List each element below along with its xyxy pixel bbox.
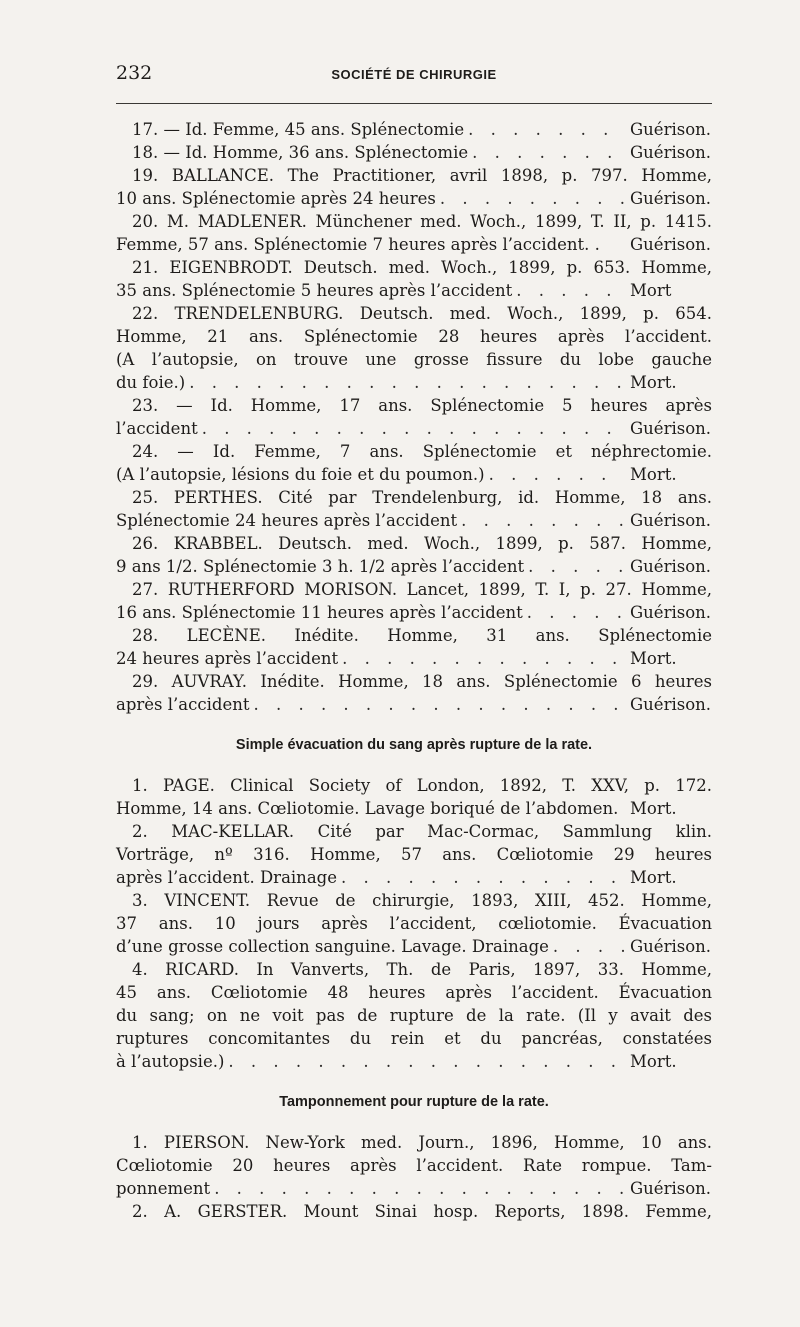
line-text: 23. — Id. Homme, 17 ans. Splénectomie 5 heures après: [132, 396, 712, 415]
line-text: 18. — Id. Homme, 36 ans. Splénectomie: [132, 143, 469, 162]
leader-dots: [528, 555, 624, 578]
running-title: SOCIÉTÉ DE CHIRURGIE: [331, 67, 497, 82]
line-text: 37 ans. 10 jours après l’accident, cœliotomie. Évacuation: [116, 914, 712, 933]
line-text: Cœliotomie 20 heures après l’accident. Rate rompue. Tam-: [116, 1156, 712, 1175]
outcome-label: Mort.: [630, 373, 677, 392]
text-line: [116, 1027, 712, 1050]
text-line: [116, 279, 712, 302]
outcome-label: Guérison.: [630, 189, 712, 208]
line-text: 2. A. GERSTER. Mount Sinai hosp. Reports, 1898. Femme,: [132, 1202, 712, 1221]
text-line: [116, 348, 712, 371]
line-text: Homme, 21 ans. Splénectomie 28 heures après l’accident.: [116, 327, 712, 346]
line-text: 28. LECÈNE. Inédite. Homme, 31 ans. Splénectomie: [132, 626, 712, 645]
text-line: [116, 555, 712, 578]
line-text: Femme, 57 ans. Splénectomie 7 heures après l’accident. .: [116, 235, 600, 254]
text-line: [116, 371, 712, 394]
leader-dots: [472, 141, 624, 164]
text-line: [116, 486, 712, 509]
line-text: 17. — Id. Femme, 45 ans. Splénectomie: [132, 120, 465, 139]
leader-dots: [527, 601, 624, 624]
outcome-label: Guérison.: [630, 1179, 712, 1198]
case-list-evacuation: [116, 774, 712, 1073]
line-text: 19. BALLANCE. The Practitioner, avril 1898, p. 797. Homme,: [132, 166, 712, 185]
text-line: [116, 935, 712, 958]
leader-dots: [214, 1177, 624, 1200]
leader-dots: [553, 935, 624, 958]
line-text: (A l’autopsie, lésions du foie et du poumon.): [116, 465, 485, 484]
text-line: [116, 578, 712, 601]
leader-dots: [341, 866, 624, 889]
line-text: (A l’autopsie, on trouve une grosse fissure du lobe gauche: [116, 350, 712, 369]
line-text: à l’autopsie.): [116, 1052, 225, 1071]
document-body: [116, 118, 712, 1223]
line-text: 20. M. MADLENER. Münchener med. Woch., 1899, T. II, p. 1415.: [132, 212, 712, 231]
line-text: d’une grosse collection sanguine. Lavage. Drainage: [116, 937, 549, 956]
outcome-label: Mort: [630, 281, 672, 300]
text-line: [116, 118, 712, 141]
case-list-tamponnement: [116, 1131, 712, 1223]
line-text: 22. TRENDELENBURG. Deutsch. med. Woch., 1899, p. 654.: [132, 304, 712, 323]
line-text: 24 heures après l’accident: [116, 649, 339, 668]
text-line: [116, 1050, 712, 1073]
leader-dots: [516, 279, 624, 302]
leader-dots: [189, 371, 624, 394]
outcome-label: Guérison.: [630, 143, 712, 162]
text-line: [116, 601, 712, 624]
spacer: [600, 233, 630, 256]
text-line: [116, 463, 712, 486]
outcome-label: Guérison.: [630, 120, 712, 139]
line-text: 21. EIGENBRODT. Deutsch. med. Woch., 1899, p. 653. Homme,: [132, 258, 712, 277]
text-line: [116, 302, 712, 325]
text-line: [116, 187, 712, 210]
line-text: 1. PIERSON. New-York med. Journ., 1896, Homme, 10 ans.: [132, 1133, 712, 1152]
outcome-label: Guérison.: [630, 937, 712, 956]
outcome-label: Guérison.: [630, 603, 712, 622]
text-line: [116, 1154, 712, 1177]
text-line: [116, 843, 712, 866]
text-line: [116, 325, 712, 348]
outcome-label: Mort.: [630, 799, 677, 818]
line-text: Vorträge, nº 316. Homme, 57 ans. Cœliotomie 29 heures: [116, 845, 712, 864]
line-text: après l’accident: [116, 695, 250, 714]
text-line: [116, 912, 712, 935]
leader-dots: [468, 118, 624, 141]
line-text: 2. MAC-KELLAR. Cité par Mac-Cormac, Sammlung klin.: [132, 822, 712, 841]
line-text: Splénectomie 24 heures après l’accident: [116, 511, 458, 530]
outcome-label: Guérison.: [630, 419, 712, 438]
line-text: du foie.): [116, 373, 186, 392]
text-line: [116, 820, 712, 843]
line-text: 1. PAGE. Clinical Society of London, 1892, T. XXV, p. 172.: [132, 776, 712, 795]
outcome-label: Mort.: [630, 1052, 677, 1071]
text-line: [116, 1004, 712, 1027]
line-text: Homme, 14 ans. Cœliotomie. Lavage boriqué de l’abdomen.: [116, 799, 619, 818]
line-text: du sang; on ne voit pas de rupture de la rate. (Il y avait des: [116, 1006, 712, 1025]
leader-dots: [461, 509, 624, 532]
outcome-label: Mort.: [630, 868, 677, 887]
text-line: [116, 958, 712, 981]
line-text: 35 ans. Splénectomie 5 heures après l’accident: [116, 281, 513, 300]
text-line: [116, 532, 712, 555]
text-line: [116, 797, 712, 820]
text-line: [116, 693, 712, 716]
line-text: après l’accident. Drainage: [116, 868, 337, 887]
text-line: [116, 1177, 712, 1200]
text-line: [116, 889, 712, 912]
line-text: 25. PERTHES. Cité par Trendelenburg, id. Homme, 18 ans.: [132, 488, 712, 507]
text-line: [116, 509, 712, 532]
line-text: 26. KRABBEL. Deutsch. med. Woch., 1899, p. 587. Homme,: [132, 534, 712, 553]
line-text: 29. AUVRAY. Inédite. Homme, 18 ans. Splénectomie 6 heures: [132, 672, 712, 691]
text-line: [116, 233, 712, 256]
outcome-label: Guérison.: [630, 557, 712, 576]
text-line: [116, 1200, 712, 1223]
text-line: [116, 866, 712, 889]
line-text: 3. VINCENT. Revue de chirurgie, 1893, XIII, 452. Homme,: [132, 891, 712, 910]
line-text: 9 ans 1/2. Splénectomie 3 h. 1/2 après l’accident: [116, 557, 525, 576]
text-line: [116, 210, 712, 233]
text-line: [116, 164, 712, 187]
leader-dots: [202, 417, 624, 440]
text-line: [116, 647, 712, 670]
line-text: ruptures concomitantes du rein et du pancréas, constatées: [116, 1029, 712, 1048]
line-text: l’accident: [116, 419, 198, 438]
text-line: [116, 256, 712, 279]
leader-dots: [228, 1050, 624, 1073]
outcome-label: Guérison.: [630, 235, 712, 254]
outcome-label: Mort.: [630, 465, 677, 484]
line-text: 16 ans. Splénectomie 11 heures après l’accident: [116, 603, 523, 622]
page-number: 232: [116, 62, 153, 84]
spacer: [618, 797, 630, 820]
section-heading-tamponnement: Tamponnement pour rupture de la rate.: [279, 1094, 549, 1110]
line-text: ponnement: [116, 1179, 211, 1198]
text-line: [116, 774, 712, 797]
text-line: [116, 440, 712, 463]
line-text: 10 ans. Splénectomie après 24 heures: [116, 189, 436, 208]
text-line: [116, 417, 712, 440]
leader-dots: [489, 463, 624, 486]
page-header: [116, 62, 712, 88]
outcome-label: Guérison.: [630, 695, 712, 714]
outcome-label: Guérison.: [630, 511, 712, 530]
case-list-splenectomy: [116, 118, 712, 716]
header-rule: [116, 103, 712, 104]
leader-dots: [342, 647, 624, 670]
leader-dots: [440, 187, 624, 210]
line-text: 27. RUTHERFORD MORISON. Lancet, 1899, T. I, p. 27. Homme,: [132, 580, 712, 599]
leader-dots: [253, 693, 624, 716]
text-line: [116, 394, 712, 417]
text-line: [116, 981, 712, 1004]
section-heading-evacuation: Simple évacuation du sang après rupture de la rate.: [235, 737, 593, 753]
line-text: 4. RICARD. In Vanverts, Th. de Paris, 1897, 33. Homme,: [132, 960, 712, 979]
text-line: [116, 670, 712, 693]
outcome-label: Mort.: [630, 649, 677, 668]
text-line: [116, 141, 712, 164]
text-line: [116, 1131, 712, 1154]
line-text: 24. — Id. Femme, 7 ans. Splénectomie et néphrectomie.: [132, 442, 712, 461]
text-line: [116, 624, 712, 647]
line-text: 45 ans. Cœliotomie 48 heures après l’accident. Évacuation: [116, 983, 712, 1002]
